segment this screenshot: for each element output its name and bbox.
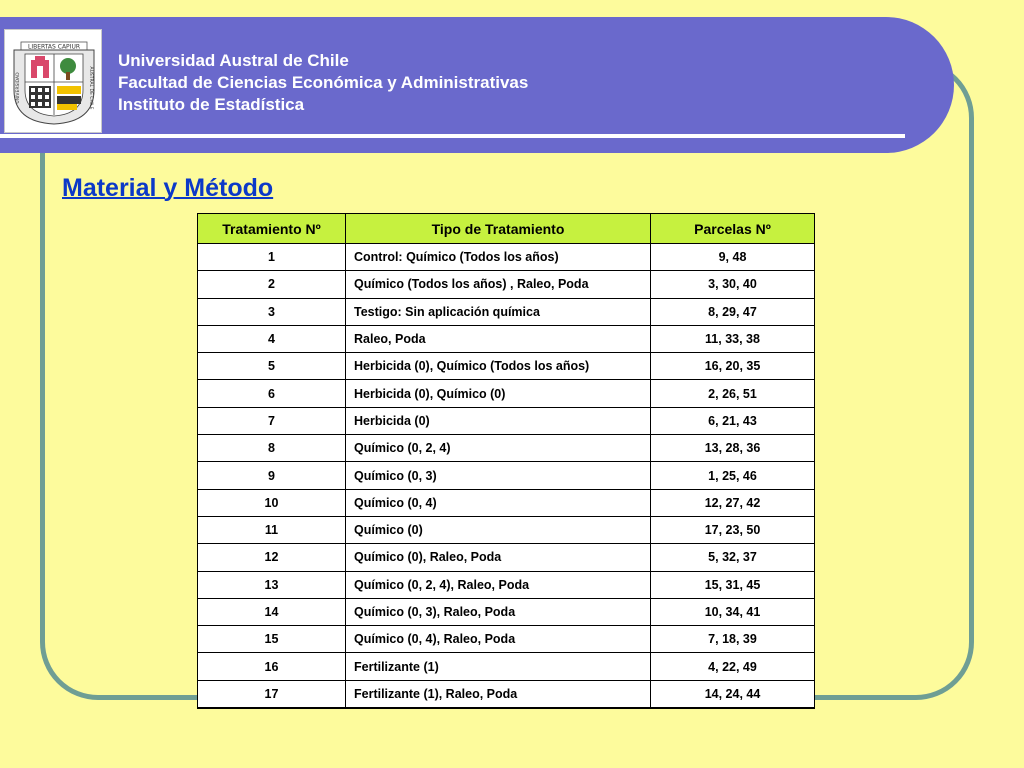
treatment-number: 8 (198, 435, 346, 462)
treatment-number: 15 (198, 626, 346, 653)
treatment-table (197, 213, 815, 709)
treatment-number: 5 (198, 353, 346, 380)
plot-numbers: 7, 18, 39 (651, 626, 815, 653)
column-header-tipo: Tipo de Tratamiento (346, 214, 651, 244)
treatment-type: Herbicida (0), Químico (0) (346, 380, 651, 407)
treatment-number: 16 (198, 653, 346, 680)
plot-numbers: 1, 25, 46 (651, 462, 815, 489)
treatment-type: Químico (0, 3), Raleo, Poda (346, 598, 651, 625)
plot-numbers: 2, 26, 51 (651, 380, 815, 407)
plot-numbers: 8, 29, 47 (651, 298, 815, 325)
table-row (198, 680, 815, 708)
treatment-number: 14 (198, 598, 346, 625)
svg-text:LIBERTAS CAPIUR: LIBERTAS CAPIUR (27, 43, 81, 51)
treatment-number: 3 (198, 298, 346, 325)
column-header-tratamiento: Tratamiento Nº (198, 214, 346, 244)
plot-numbers: 6, 21, 43 (651, 407, 815, 434)
plot-numbers: 4, 22, 49 (651, 653, 815, 680)
treatment-number: 7 (198, 407, 346, 434)
column-header-parcelas: Parcelas Nº (651, 214, 815, 244)
treatment-type: Químico (0) (346, 516, 651, 543)
table-row (198, 516, 815, 543)
treatment-number: 4 (198, 325, 346, 352)
table-row (198, 653, 815, 680)
university-name: Universidad Austral de Chile (118, 51, 349, 70)
treatment-type: Químico (0, 3) (346, 462, 651, 489)
treatment-number: 11 (198, 516, 346, 543)
treatment-number: 13 (198, 571, 346, 598)
plot-numbers: 16, 20, 35 (651, 353, 815, 380)
treatment-type: Herbicida (0) (346, 407, 651, 434)
treatment-type: Fertilizante (1), Raleo, Poda (346, 680, 651, 708)
university-logo (4, 29, 102, 133)
table-row (198, 244, 815, 271)
plot-numbers: 10, 34, 41 (651, 598, 815, 625)
treatment-type: Químico (0, 4) (346, 489, 651, 516)
plot-numbers: 13, 28, 36 (651, 435, 815, 462)
table-row (198, 298, 815, 325)
treatment-type: Químico (0, 2, 4), Raleo, Poda (346, 571, 651, 598)
header-divider (0, 134, 905, 138)
table-row (198, 544, 815, 571)
treatment-type: Raleo, Poda (346, 325, 651, 352)
plot-numbers: 17, 23, 50 (651, 516, 815, 543)
table-row (198, 325, 815, 352)
table-row (198, 407, 815, 434)
treatment-type: Químico (0), Raleo, Poda (346, 544, 651, 571)
plot-numbers: 11, 33, 38 (651, 325, 815, 352)
treatment-type: Herbicida (0), Químico (Todos los años) (346, 353, 651, 380)
treatment-number: 2 (198, 271, 346, 298)
plot-numbers: 9, 48 (651, 244, 815, 271)
table-row (198, 598, 815, 625)
plot-numbers: 14, 24, 44 (651, 680, 815, 708)
svg-text:UNIVERSIDAD: UNIVERSIDAD (16, 72, 21, 104)
plot-numbers: 12, 27, 42 (651, 489, 815, 516)
header-text (118, 50, 528, 116)
svg-text:AUSTRAL DE CHILE: AUSTRAL DE CHILE (88, 66, 93, 110)
treatment-number: 1 (198, 244, 346, 271)
table-row (198, 353, 815, 380)
faculty-name: Facultad de Ciencias Económica y Administrativas (118, 73, 529, 92)
table-row (198, 462, 815, 489)
table-row (198, 489, 815, 516)
treatment-type: Control: Químico (Todos los años) (346, 244, 651, 271)
table-row (198, 380, 815, 407)
page-title: Material y Método (62, 174, 274, 202)
treatment-number: 9 (198, 462, 346, 489)
treatment-type: Químico (0, 4), Raleo, Poda (346, 626, 651, 653)
plot-numbers: 3, 30, 40 (651, 271, 815, 298)
treatment-number: 17 (198, 680, 346, 708)
table-row (198, 571, 815, 598)
plot-numbers: 5, 32, 37 (651, 544, 815, 571)
treatment-type: Químico (0, 2, 4) (346, 435, 651, 462)
table-header-row (198, 214, 815, 244)
treatment-type: Químico (Todos los años) , Raleo, Poda (346, 271, 651, 298)
table-row (198, 435, 815, 462)
treatment-number: 12 (198, 544, 346, 571)
treatment-number: 6 (198, 380, 346, 407)
university-crest-icon (11, 38, 97, 126)
table-row (198, 626, 815, 653)
treatment-number: 10 (198, 489, 346, 516)
treatment-type: Fertilizante (1) (346, 653, 651, 680)
plot-numbers: 15, 31, 45 (651, 571, 815, 598)
treatment-type: Testigo: Sin aplicación química (346, 298, 651, 325)
table-row (198, 271, 815, 298)
institute-name: Instituto de Estadística (118, 95, 305, 114)
